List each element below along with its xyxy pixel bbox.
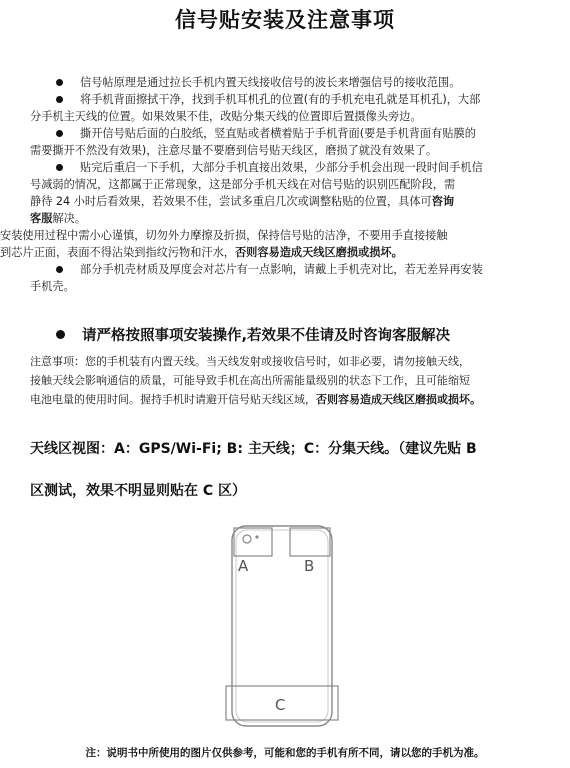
section-heading: 请严格按照事项安装操作,若效果不佳请及时咨询客服解决 — [82, 328, 451, 344]
notice-paragraph — [30, 352, 560, 409]
bullet-4-line-3 — [30, 193, 550, 210]
notice-line-3 — [30, 390, 560, 409]
bullet-dot — [56, 266, 63, 273]
bullet-5 — [30, 261, 550, 295]
bullet-4-line-1: 贴完后重启一下手机，大部分手机直接出效果，少部分手机会出现一段时间手机信 — [80, 161, 483, 174]
paragraph-caution — [0, 227, 550, 261]
notice-line-1: 注意事项：您的手机装有内置天线。当天线发射或接收信号时，如非必要，请勿接触天线， — [30, 355, 470, 368]
bullet-1 — [30, 74, 550, 91]
zone-a-box — [234, 528, 272, 556]
bullet-1-text: 信号帖原理是通过拉长手机内置天线接收信号的波长来增强信号的接收范围。 — [80, 76, 461, 89]
bullet-4-line-3-text: 静待 24 小时后看效果，若效果不佳，尝试多重启几次或调整粘贴的位置，具体可 — [30, 195, 432, 208]
bullet-3-line-1: 撕开信号贴后面的白胶纸，竖直贴或者横着贴于手机背面(要是手机背面有贴膜的 — [80, 127, 476, 140]
caution-line-2-text: 到芯片正面，表面不得沾染到指纹污物和汗水， — [0, 246, 235, 259]
bullet-4-resolve: 解决。 — [52, 212, 86, 225]
notice-warning: 否则容易造成天线区磨损或损坏。 — [316, 393, 481, 406]
zone-b-label: B — [304, 557, 315, 575]
bullet-dot — [56, 130, 63, 137]
zone-a-label: A — [238, 557, 249, 575]
bullet-2 — [30, 91, 550, 125]
bullet-4-line-4 — [30, 210, 550, 227]
caution-line-1: 安装使用过程中需小心谨慎，切勿外力摩擦及折损，保持信号贴的洁净，不要用手直接接触 — [0, 229, 448, 242]
caution-line-2 — [0, 244, 550, 261]
bullet-2-line-2: 分手机主天线的位置。如果效果不佳，改贴分集天线的位置即后置摄像头旁边。 — [30, 110, 422, 123]
page-title: 信号贴安装及注意事项 — [175, 8, 395, 32]
bullet-4-line-2: 号减弱的情况，这都属于正常现象，这是部分手机天线在对信号贴的识别匹配阶段，需 — [30, 178, 456, 191]
footer-note: 注：说明书中所使用的图片仅供参考，可能和您的手机有所不同，请以您的手机为准。 — [85, 747, 485, 759]
bullet-dot — [56, 96, 63, 103]
notice-line-3-text: 电池电量的使用时间。握持手机时请避开信号贴天线区域， — [30, 393, 316, 406]
bullet-dot — [56, 164, 63, 171]
instructions — [0, 74, 550, 295]
bullet-4-consult: 咨询 — [431, 195, 455, 208]
phone-antenna-diagram — [212, 522, 352, 732]
bullet-3 — [30, 125, 550, 159]
bullet-5-line-1: 部分手机壳材质及厚度会对芯片有一点影响，请戴上手机壳对比，若无差异再安装 — [80, 263, 483, 276]
zone-c-label: C — [275, 696, 286, 714]
bullet-4-service: 客服 — [30, 212, 53, 225]
antenna-line-1: 天线区视图：A：GPS/Wi-Fi; B: 主天线；C：分集天线。（建议先贴 B — [30, 441, 477, 457]
camera-flash — [255, 535, 258, 538]
heading-bullet-dot — [56, 330, 65, 339]
bullet-2-line-1: 将手机背面擦拭干净，找到手机耳机孔的位置(有的手机充电孔就是耳机孔)，大部 — [80, 93, 481, 106]
camera-lens — [243, 535, 251, 543]
antenna-line-2: 区测试，效果不明显则贴在 C 区） — [30, 483, 247, 499]
antenna-description — [30, 434, 555, 506]
bullet-dot — [56, 79, 63, 86]
bullet-3-line-2: 需要撕开不然没有效果)，注意尽量不要磨到信号贴天线区，磨损了就没有效果了。 — [30, 144, 438, 157]
caution-warning: 否则容易造成天线区磨损或损坏。 — [234, 246, 403, 259]
bullet-4 — [30, 159, 550, 227]
bullet-5-line-2: 手机壳。 — [30, 280, 75, 293]
notice-line-2: 接触天线会影响通信的质量，可能导致手机在高出所需能量级别的状态下工作，且可能缩短 — [30, 374, 470, 387]
